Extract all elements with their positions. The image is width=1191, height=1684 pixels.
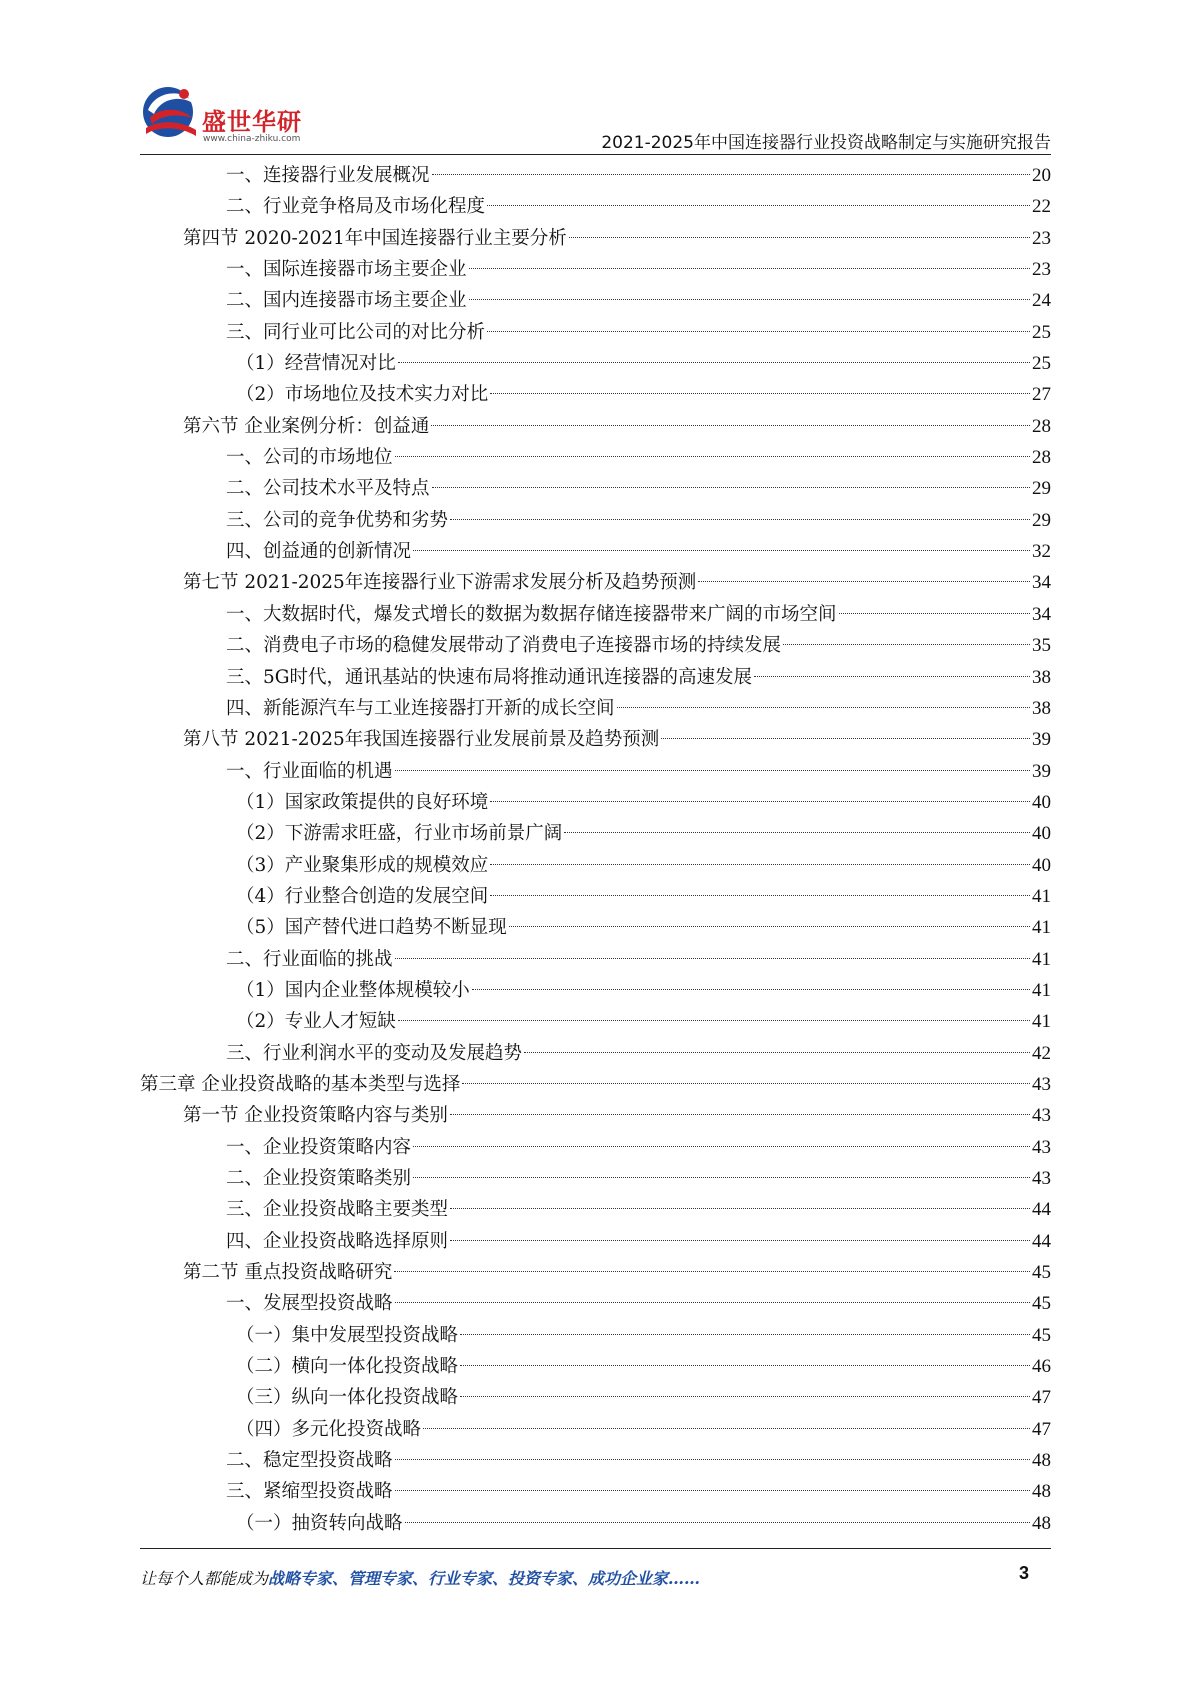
toc-leader-dots	[698, 581, 1030, 582]
toc-entry-page: 48	[1032, 1481, 1051, 1503]
toc-leader-dots	[490, 393, 1030, 394]
toc-entry-page: 28	[1032, 447, 1051, 469]
toc-entry-page: 39	[1032, 729, 1051, 751]
toc-entry-page: 20	[1032, 165, 1051, 186]
toc-entry-title: 第六节 企业案例分析：创益通	[183, 415, 430, 437]
toc-entry-page: 38	[1032, 666, 1051, 688]
toc-entry-title: 一、大数据时代，爆发式增长的数据为数据存储连接器带来广阔的市场空间	[226, 603, 837, 625]
logo-emblem-icon	[140, 84, 202, 146]
toc-leader-dots	[564, 832, 1030, 833]
toc-entry-title: 二、稳定型投资战略	[226, 1450, 393, 1472]
document-title: 2021-2025年中国连接器行业投资战略制定与实施研究报告	[601, 133, 1051, 153]
toc-entry-title: （2）下游需求旺盛，行业市场前景广阔	[236, 823, 563, 845]
toc-entry-page: 34	[1032, 603, 1051, 625]
toc-entry-page: 46	[1032, 1356, 1051, 1378]
toc-entry-title: 一、公司的市场地位	[226, 447, 393, 469]
company-logo	[140, 84, 320, 148]
toc-entry[interactable]	[140, 1069, 1051, 1100]
toc-entry-title: 第二节 重点投资战略研究	[183, 1262, 393, 1284]
toc-entry-page: 39	[1032, 760, 1051, 782]
toc-entry-title: （一）抽资转向战略	[236, 1512, 403, 1534]
toc-entry[interactable]	[140, 505, 1051, 536]
header-divider	[140, 154, 1051, 155]
toc-entry-title: 第四节 2020-2021年中国连接器行业主要分析	[183, 227, 567, 249]
toc-entry-page: 34	[1032, 572, 1051, 594]
toc-leader-dots	[509, 926, 1030, 927]
toc-entry[interactable]	[140, 662, 1051, 693]
toc-entry-page: 43	[1032, 1105, 1051, 1127]
toc-entry[interactable]	[140, 254, 1051, 285]
toc-leader-dots	[490, 864, 1030, 865]
toc-leader-dots	[450, 1114, 1030, 1115]
toc-entry[interactable]	[140, 756, 1051, 787]
toc-entry-title: 三、紧缩型投资战略	[226, 1481, 393, 1503]
toc-entry-page: 38	[1032, 697, 1051, 719]
toc-entry[interactable]	[140, 1006, 1051, 1037]
toc-entry-title: （一）集中发展型投资战略	[236, 1324, 459, 1346]
toc-entry-page: 22	[1032, 196, 1051, 218]
logo-name: 盛世华研	[202, 108, 302, 136]
toc-leader-dots	[413, 1146, 1030, 1147]
toc-entry-page: 43	[1032, 1073, 1051, 1095]
toc-entry-page: 23	[1032, 227, 1051, 249]
toc-entry-page: 23	[1032, 259, 1051, 281]
toc-entry[interactable]	[140, 191, 1051, 222]
toc-entry-page: 43	[1032, 1136, 1051, 1158]
toc-entry[interactable]	[140, 1414, 1051, 1445]
toc-leader-dots	[450, 1208, 1030, 1209]
toc-leader-dots	[405, 1522, 1030, 1523]
toc-entry-page: 48	[1032, 1512, 1051, 1534]
page-header	[0, 0, 1191, 160]
toc-entry-page: 42	[1032, 1042, 1051, 1064]
toc-entry[interactable]	[140, 944, 1051, 975]
toc-entry-page: 25	[1032, 353, 1051, 375]
toc-leader-dots	[423, 1428, 1030, 1429]
toc-leader-dots	[569, 237, 1030, 238]
toc-leader-dots	[398, 362, 1030, 363]
toc-entry-page: 44	[1032, 1230, 1051, 1252]
toc-entry-page: 41	[1032, 1011, 1051, 1033]
toc-entry-title: 四、企业投资战略选择原则	[226, 1230, 449, 1252]
toc-leader-dots	[462, 1083, 1030, 1084]
toc-entry-title: 三、行业利润水平的变动及发展趋势	[226, 1042, 523, 1064]
toc-entry-title: 一、行业面临的机遇	[226, 760, 393, 782]
toc-entry-page: 29	[1032, 509, 1051, 531]
toc-entry-page: 47	[1032, 1418, 1051, 1440]
toc-entry-title: 一、企业投资策略内容	[226, 1136, 412, 1158]
toc-leader-dots	[431, 425, 1030, 426]
toc-leader-dots	[469, 268, 1030, 269]
toc-entry-title: （1）经营情况对比	[236, 353, 396, 375]
toc-entry-title: 二、公司技术水平及特点	[226, 478, 430, 500]
toc-entry[interactable]	[140, 348, 1051, 379]
toc-entry[interactable]	[140, 411, 1051, 442]
toc-entry[interactable]	[140, 1288, 1051, 1319]
footer-slogan	[140, 1566, 700, 1589]
toc-leader-dots	[450, 1240, 1030, 1241]
toc-entry[interactable]	[140, 442, 1051, 473]
toc-entry-title: （2）专业人才短缺	[236, 1011, 396, 1033]
toc-entry-title: （1）国家政策提供的良好环境	[236, 791, 489, 813]
toc-leader-dots	[487, 205, 1030, 206]
toc-entry-page: 29	[1032, 478, 1051, 500]
toc-entry-title: （2）市场地位及技术实力对比	[236, 384, 489, 406]
toc-entry[interactable]	[140, 285, 1051, 316]
toc-entry-page: 25	[1032, 321, 1051, 343]
toc-entry-page: 41	[1032, 979, 1051, 1001]
toc-entry-title: 第八节 2021-2025年我国连接器行业发展前景及趋势预测	[183, 729, 660, 751]
toc-leader-dots	[432, 174, 1030, 175]
toc-leader-dots	[395, 958, 1030, 959]
footer-divider	[140, 1548, 1051, 1549]
toc-entry-title: 二、企业投资策略类别	[226, 1168, 412, 1189]
toc-entry[interactable]	[140, 912, 1051, 943]
toc-entry[interactable]	[140, 724, 1051, 755]
toc-leader-dots	[661, 738, 1030, 739]
toc-entry-title: 二、国内连接器市场主要企业	[226, 290, 467, 312]
toc-entry-page: 40	[1032, 823, 1051, 845]
toc-entry-page: 45	[1032, 1293, 1051, 1315]
toc-entry-page: 41	[1032, 948, 1051, 970]
toc-entry-title: 第一节 企业投资策略内容与类别	[183, 1105, 448, 1127]
toc-entry[interactable]	[140, 693, 1051, 724]
toc-entry[interactable]	[140, 1382, 1051, 1413]
toc-entry[interactable]	[140, 1194, 1051, 1225]
toc-entry[interactable]	[140, 1476, 1051, 1507]
toc-entry[interactable]	[140, 1508, 1051, 1539]
slogan-highlight: 战略专家、管理专家、行业专家、投资专家、成功企业家……	[268, 1569, 701, 1588]
toc-entry-title: 三、企业投资战略主要类型	[226, 1199, 449, 1221]
toc-entry-page: 27	[1032, 384, 1051, 406]
toc-entry-title: 一、国际连接器市场主要企业	[226, 259, 467, 281]
toc-leader-dots	[398, 1020, 1030, 1021]
toc-leader-dots	[490, 801, 1030, 802]
toc-leader-dots	[395, 1302, 1030, 1303]
toc-entry[interactable]	[140, 567, 1051, 598]
toc-entry-page: 35	[1032, 635, 1051, 657]
toc-entry[interactable]	[140, 317, 1051, 348]
toc-entry[interactable]	[140, 1226, 1051, 1257]
toc-leader-dots	[472, 989, 1030, 990]
toc-entry-page: 41	[1032, 885, 1051, 907]
toc-entry[interactable]	[140, 787, 1051, 818]
toc-entry-title: （4）行业整合创造的发展空间	[236, 885, 489, 907]
toc-entry-page: 24	[1032, 290, 1051, 312]
toc-leader-dots	[450, 519, 1030, 520]
toc-entry[interactable]	[140, 223, 1051, 254]
toc-leader-dots	[460, 1334, 1030, 1335]
toc-entry[interactable]	[140, 160, 1051, 191]
toc-entry[interactable]	[140, 1100, 1051, 1131]
toc-entry-title: 二、行业竞争格局及市场化程度	[226, 196, 486, 218]
toc-leader-dots	[432, 487, 1030, 488]
toc-entry[interactable]	[140, 1320, 1051, 1351]
toc-entry[interactable]	[140, 473, 1051, 504]
toc-leader-dots	[524, 1052, 1030, 1053]
toc-leader-dots	[413, 1177, 1030, 1178]
toc-leader-dots	[395, 1490, 1030, 1491]
toc-entry-page: 45	[1032, 1262, 1051, 1284]
toc-entry-title: （3）产业聚集形成的规模效应	[236, 854, 489, 876]
toc-leader-dots	[783, 644, 1030, 645]
toc-entry[interactable]	[140, 1132, 1051, 1163]
toc-entry-page: 28	[1032, 415, 1051, 437]
toc-leader-dots	[487, 331, 1030, 332]
toc-entry-title: （四）多元化投资战略	[236, 1418, 422, 1440]
toc-entry[interactable]	[140, 536, 1051, 567]
toc-entry[interactable]	[140, 975, 1051, 1006]
toc-entry-title: 三、同行业可比公司的对比分析	[226, 321, 486, 343]
toc-entry-page: 45	[1032, 1324, 1051, 1346]
toc-entry-page: 44	[1032, 1199, 1051, 1221]
toc-entry-page: 40	[1032, 854, 1051, 876]
toc-entry[interactable]	[140, 1351, 1051, 1382]
toc-entry-title: 四、新能源汽车与工业连接器打开新的成长空间	[226, 697, 615, 719]
toc-leader-dots	[617, 707, 1030, 708]
toc-entry-title: （1）国内企业整体规模较小	[236, 979, 470, 1001]
toc-entry-title: 四、创益通的创新情况	[226, 541, 412, 563]
toc-entry[interactable]	[140, 818, 1051, 849]
toc-leader-dots	[754, 676, 1030, 677]
toc-leader-dots	[394, 1271, 1030, 1272]
toc-leader-dots	[395, 770, 1030, 771]
toc-entry[interactable]	[140, 599, 1051, 630]
toc-leader-dots	[395, 1459, 1030, 1460]
toc-entry-page: 47	[1032, 1387, 1051, 1409]
toc-entry[interactable]	[140, 379, 1051, 410]
toc-entry-page: 32	[1032, 541, 1051, 563]
toc-entry-title: 第七节 2021-2025年连接器行业下游需求发展分析及趋势预测	[183, 572, 697, 594]
toc-leader-dots	[469, 299, 1030, 300]
slogan-lead: 让每个人都能成为	[140, 1569, 269, 1588]
toc-leader-dots	[413, 550, 1030, 551]
toc-entry-title: 第三章 企业投资战略的基本类型与选择	[140, 1073, 461, 1095]
toc-entry-title: （三）纵向一体化投资战略	[236, 1387, 459, 1409]
toc-entry-title: （5）国产替代进口趋势不断显现	[236, 917, 507, 939]
toc-leader-dots	[490, 895, 1030, 896]
logo-url: www.china-zhiku.com	[203, 134, 301, 144]
toc-leader-dots	[460, 1365, 1030, 1366]
toc-entry[interactable]	[140, 1163, 1051, 1194]
toc-leader-dots	[395, 456, 1030, 457]
toc-entry[interactable]	[140, 881, 1051, 912]
toc-entry-page: 40	[1032, 791, 1051, 813]
table-of-contents	[140, 160, 1051, 1539]
toc-entry-title: （二）横向一体化投资战略	[236, 1356, 459, 1378]
toc-entry-title: 三、公司的竞争优势和劣势	[226, 509, 449, 531]
toc-entry[interactable]	[140, 1038, 1051, 1069]
toc-entry-title: 二、行业面临的挑战	[226, 948, 393, 970]
toc-entry-page: 41	[1032, 917, 1051, 939]
toc-leader-dots	[460, 1396, 1030, 1397]
toc-entry-title: 三、5G时代，通讯基站的快速布局将推动通讯连接器的高速发展	[226, 666, 753, 688]
toc-entry-title: 二、消费电子市场的稳健发展带动了消费电子连接器市场的持续发展	[226, 635, 782, 657]
toc-entry[interactable]	[140, 1257, 1051, 1288]
toc-entry-title: 一、连接器行业发展概况	[226, 165, 430, 186]
toc-entry[interactable]	[140, 630, 1051, 661]
toc-entry-title: 一、发展型投资战略	[226, 1293, 393, 1315]
toc-entry[interactable]	[140, 850, 1051, 881]
toc-entry-page: 48	[1032, 1450, 1051, 1472]
toc-leader-dots	[839, 613, 1030, 614]
toc-entry[interactable]	[140, 1445, 1051, 1476]
page-number: 3	[1018, 1563, 1029, 1583]
toc-entry-page: 43	[1032, 1168, 1051, 1189]
